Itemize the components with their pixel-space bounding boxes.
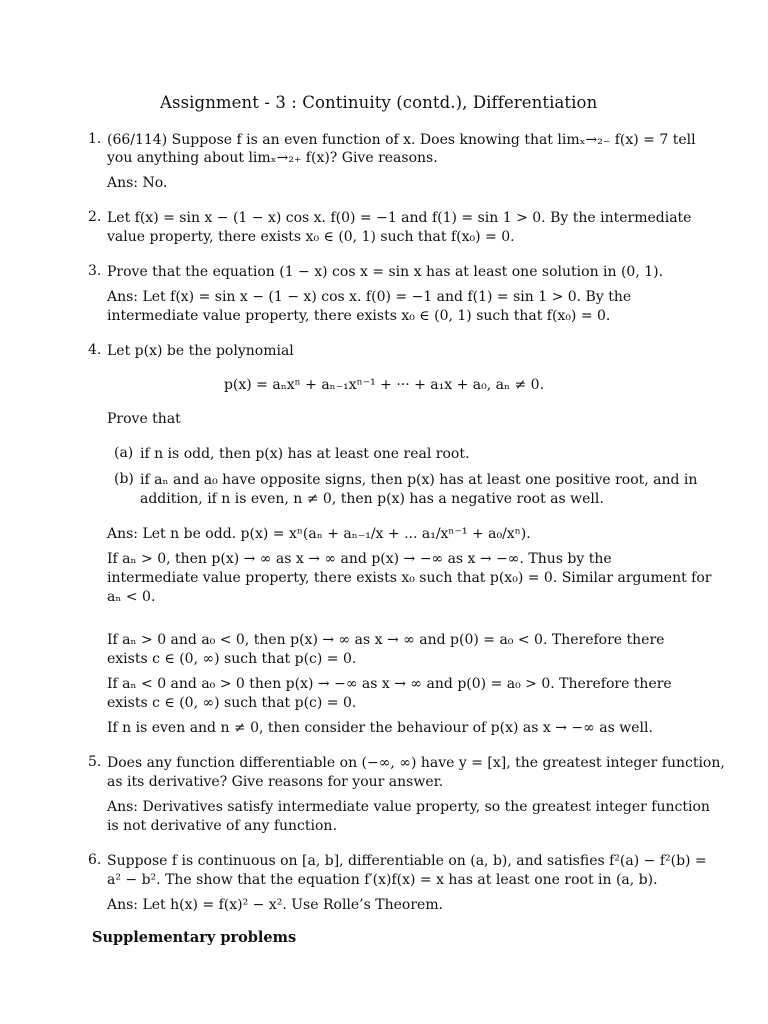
problem-number: 1. <box>88 131 102 147</box>
problem-number: 4. <box>88 342 102 358</box>
problem-5-answer-2: is not derivative of any function. <box>107 818 337 834</box>
polynomial-equation: p(x) = aₙxⁿ + aₙ₋₁xⁿ⁻¹ + ··· + a₁x + a₀, aₙ ≠ 0. <box>223 377 545 393</box>
problem-number: 6. <box>88 852 102 868</box>
supplementary-heading: Supplementary problems <box>92 929 297 946</box>
problem-1-answer: Ans: No. <box>107 175 168 191</box>
problem-5-line-1: Does any function differentiable on (−∞, ∞) have y = [x], the greatest integer function, <box>107 755 725 771</box>
part-label: (b) <box>114 471 134 487</box>
problem-3-answer-1: Ans: Let f(x) = sin x − (1 − x) cos x. f(0) = −1 and f(1) = sin 1 > 0. By the <box>107 289 632 305</box>
problem-4-para1-3: aₙ < 0. <box>107 589 156 605</box>
problem-5-line-2: as its derivative? Give reasons for your answer. <box>107 774 444 790</box>
problem-4-para3-1: If aₙ < 0 and a₀ > 0 then p(x) → −∞ as x → ∞ and p(0) = a₀ > 0. Therefore there <box>107 676 672 692</box>
page-title: Assignment - 3 : Continuity (contd.), Differentiation <box>160 93 598 112</box>
problem-4-para1-1: If aₙ > 0, then p(x) → ∞ as x → ∞ and p(x) → −∞ as x → −∞. Thus by the <box>107 551 612 567</box>
problem-6-line-1: Suppose f is continuous on [a, b], differentiable on (a, b), and satisfies f²(a) − f²(b) = <box>107 853 707 869</box>
problem-number: 2. <box>88 209 102 225</box>
problem-1-line-2: you anything about limₓ→₂₊ f(x)? Give reasons. <box>107 150 438 166</box>
problem-4-para1-2: intermediate value property, there exists x₀ such that p(x₀) = 0. Similar argument for <box>107 570 712 586</box>
problem-4-para4: If n is even and n ≠ 0, then consider the behaviour of p(x) as x → −∞ as well. <box>107 720 653 736</box>
problem-4-prove: Prove that <box>107 411 181 427</box>
problem-number: 5. <box>88 754 102 770</box>
part-a-text: if n is odd, then p(x) has at least one real root. <box>140 446 470 462</box>
problem-4-para3-2: exists c ∈ (0, ∞) such that p(c) = 0. <box>107 695 357 711</box>
problem-1-line-1: (66/114) Suppose f is an even function of x. Does knowing that limₓ→₂₋ f(x) = 7 tell <box>107 132 696 148</box>
problem-6-answer: Ans: Let h(x) = f(x)² − x². Use Rolle’s Theorem. <box>107 897 444 913</box>
problem-2-line-2: value property, there exists x₀ ∈ (0, 1) such that f(x₀) = 0. <box>107 229 515 245</box>
problem-number: 3. <box>88 263 102 279</box>
problem-5-answer-1: Ans: Derivatives satisfy intermediate value property, so the greatest integer function <box>107 799 710 815</box>
part-label: (a) <box>114 445 134 461</box>
problem-4-para2-2: exists c ∈ (0, ∞) such that p(c) = 0. <box>107 651 357 667</box>
part-b-text-1: if aₙ and a₀ have opposite signs, then p(x) has at least one positive root, and in <box>140 472 698 488</box>
problem-2-line-1: Let f(x) = sin x − (1 − x) cos x. f(0) = −1 and f(1) = sin 1 > 0. By the intermediate <box>107 210 692 226</box>
problem-4-line-1: Let p(x) be the polynomial <box>107 343 294 359</box>
problem-4-para2-1: If aₙ > 0 and a₀ < 0, then p(x) → ∞ as x → ∞ and p(0) = a₀ < 0. Therefore there <box>107 632 665 648</box>
part-b-text-2: addition, if n is even, n ≠ 0, then p(x) has a negative root as well. <box>140 491 604 507</box>
problem-4-answer: Ans: Let n be odd. p(x) = xⁿ(aₙ + aₙ₋₁/x + ... a₁/xⁿ⁻¹ + a₀/xⁿ). <box>107 526 531 542</box>
problem-3-answer-2: intermediate value property, there exists x₀ ∈ (0, 1) such that f(x₀) = 0. <box>107 308 611 324</box>
problem-3-line-1: Prove that the equation (1 − x) cos x = sin x has at least one solution in (0, 1). <box>107 264 664 280</box>
problem-6-line-2: a² − b². The show that the equation f′(x)f(x) = x has at least one root in (a, b). <box>107 872 658 888</box>
